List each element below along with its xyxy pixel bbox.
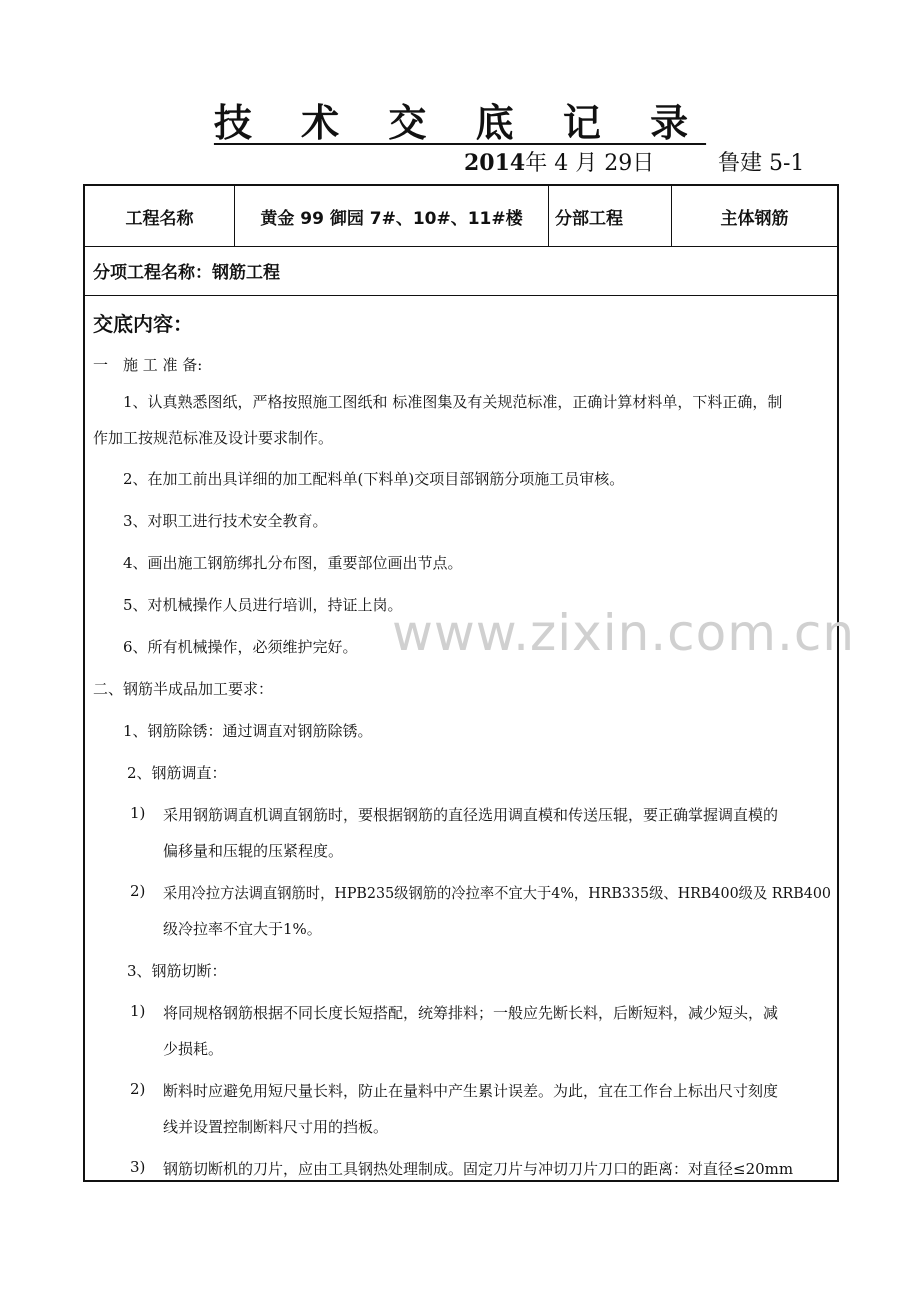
project-name-label: 工程名称 xyxy=(85,186,235,246)
list-number: 2) xyxy=(130,882,146,900)
paragraph-line: 断料时应避免用短尺量长料，防止在量料中产生累计误差。为此，宜在工作台上标出尺寸刻度 xyxy=(163,1082,779,1100)
header-row xyxy=(85,186,837,247)
paragraph-line: 线并设置控制断料尺寸用的挡板。 xyxy=(163,1118,389,1136)
list-number: 3) xyxy=(130,1158,146,1176)
list-number: 2) xyxy=(130,1080,146,1098)
watermark: www.zixin.com.cn xyxy=(392,604,856,662)
paragraph-line: 6、所有机械操作，必须维护完好。 xyxy=(123,638,358,656)
form-code: 鲁建 5-1 xyxy=(718,151,805,176)
list-number: 1) xyxy=(130,804,146,822)
record-table xyxy=(83,184,839,1182)
paragraph-line: 偏移量和压辊的压紧程度。 xyxy=(163,842,344,860)
paragraph-line: 1、钢筋除锈：通过调直对钢筋除锈。 xyxy=(123,722,373,740)
document-title: 技 术 交 底 记 录 xyxy=(213,100,707,145)
paragraph-line: 3、钢筋切断： xyxy=(127,962,227,980)
paragraph-line: 2、在加工前出具详细的加工配料单(下料单)交项目部钢筋分项施工员审核。 xyxy=(123,470,625,488)
section-heading: 二、钢筋半成品加工要求： xyxy=(93,680,274,698)
division-value: 主体钢筋 xyxy=(720,208,789,229)
paragraph-line: 4、画出施工钢筋绑扎分布图，重要部位画出节点。 xyxy=(123,554,463,572)
paragraph-line: 1、认真熟悉图纸，严格按照施工图纸和 标准图集及有关规范标准，正确计算材料单，下料正确，制 xyxy=(123,393,783,411)
paragraph-line: 将同规格钢筋根据不同长度长短搭配，统筹排料；一般应先断长料，后断短料，减少短头，减 xyxy=(163,1004,779,1022)
division-label: 分部工程 xyxy=(549,186,672,246)
list-number: 1) xyxy=(130,1002,146,1020)
paragraph-line: 2、钢筋调直： xyxy=(127,764,227,782)
project-name-value: 黄金 99 御园 7#、10#、11#楼 xyxy=(235,186,549,246)
paragraph-line: 少损耗。 xyxy=(163,1040,224,1058)
paragraph-line: 钢筋切断机的刀片，应由工具钢热处理制成。固定刀片与冲切刀片刀口的距离：对直径≤20mm xyxy=(163,1160,794,1178)
paragraph-line: 采用冷拉方法调直钢筋时，HPB235级钢筋的冷拉率不宜大于4%，HRB335级、HRB400级及 RRB400 xyxy=(163,884,832,902)
paragraph-line: 作加工按规范标准及设计要求制作。 xyxy=(93,429,334,447)
paragraph-line: 3、对职工进行技术安全教育。 xyxy=(123,512,328,530)
paragraph-line: 采用钢筋调直机调直钢筋时，要根据钢筋的直径选用调直模和传送压辊，要正确掌握调直模的 xyxy=(163,806,779,824)
content-heading: 交底内容： xyxy=(93,312,193,336)
paragraph-line: 5、对机械操作人员进行培训，持证上岗。 xyxy=(123,596,403,614)
subitem-name: 分项工程名称：钢筋工程 xyxy=(85,246,837,296)
section-heading: 一 施 工 准 备: xyxy=(93,356,203,374)
paragraph-line: 级冷拉率不宜大于1%。 xyxy=(163,920,322,938)
document-date: 2014年 4 月 29日 xyxy=(464,150,655,176)
